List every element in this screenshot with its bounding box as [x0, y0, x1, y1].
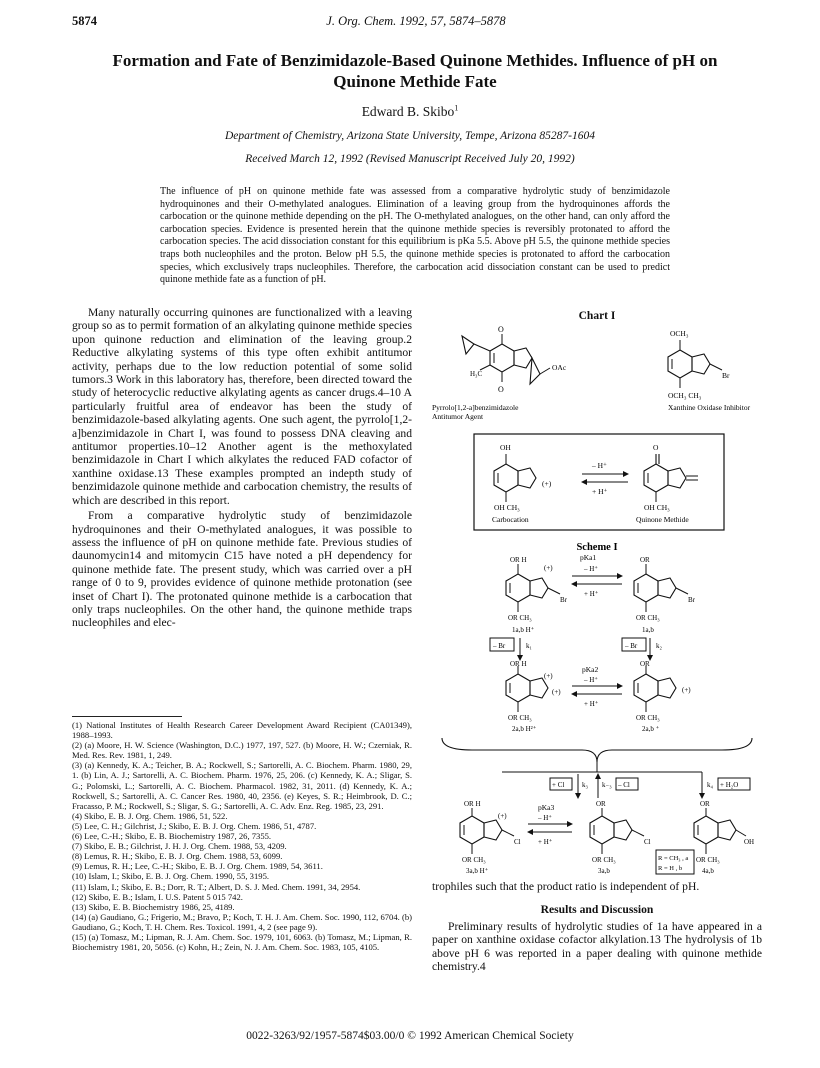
hydroxyl-group: OH	[500, 443, 511, 452]
minus-proton: – H⁺	[592, 461, 607, 470]
label-4ab: 4a,b	[702, 867, 714, 875]
footnote: (8) Lemus, R. H.; Skibo, E. B. J. Org. Chem. 1988, 53, 6099.	[72, 851, 283, 862]
footnote: (9) Lemus, R. H.; Lee, C.-H.; Skibo, E. B. J. Org. Chem. 1989, 54, 3611.	[72, 861, 323, 872]
oxygen-atom: O	[653, 443, 659, 452]
body-paragraph-1: Many naturally occurring quinones are functionalized with a leaving group so as to permit formation of an alkylating quinone methide species upon quinone reduction and elimination of the leaving group.2 Reductive alkylating systems of this type often exhibit antitumor activity, perhaps due to the low reduction potential of some solid tumors.3 Work in this laboratory has, therefore, been directed toward the study of heterocyclic reductive alkylating agents as cancer drugs.4–10 A particularly fruitful area of endeavor has been the study of benzimidazole-based alkylating agents. One such agent, the pyrrolo[1,2-a]benzimidazole in Chart I, was found to possess DNA cleaving and antitumor properties.10–12 Another agent is the methoxylated benzimidazole in Chart I which alkylates the reduced FAD cofactor of xanthine oxidase.13 These examples prompted an indepth study of benzimidazole quinone methide and carbocation chemistry, the results of which are described in this report.	[72, 306, 412, 507]
k4-label: k₄	[707, 781, 713, 789]
chart-title: Chart I	[578, 310, 616, 322]
charge-marker: (+)	[552, 688, 561, 696]
quinone-methide-label: Quinone Methide	[636, 515, 689, 524]
chlorine-atom: Cl	[514, 838, 521, 846]
bromine-atom: Br	[560, 596, 567, 604]
minus-cl: – Cl	[618, 781, 630, 789]
compound-3-structure	[590, 808, 644, 854]
carbocation-label: Carbocation	[492, 515, 529, 524]
running-header	[72, 14, 760, 32]
oxygen-atom: O	[498, 326, 504, 334]
bracket	[442, 738, 752, 762]
carbocation-structure	[494, 454, 536, 502]
substituent-labels: OR CH₃	[636, 714, 660, 722]
plus-proton: + H⁺	[538, 838, 553, 846]
substituent-labels: OR	[700, 800, 710, 808]
continuation-text: trophiles such that the product ratio is independent of pH.	[432, 880, 700, 893]
chart-label-inhibitor: Xanthine Oxidase Inhibitor	[668, 403, 751, 412]
minus-br: – Br	[625, 642, 638, 650]
footnote: (10) Islam, I.; Skibo, E. B. J. Org. Chem. 1990, 55, 3195.	[72, 871, 270, 882]
label-3ah: 3a,b H⁺	[466, 867, 489, 875]
bromine-atom: Br	[722, 371, 730, 380]
substituent-labels: OR CH₃	[508, 714, 532, 722]
label-1ah: 1a,b H⁺	[512, 626, 535, 634]
oxygen-atom: O	[498, 385, 504, 394]
substituent-labels: OR CH₃	[462, 856, 486, 864]
pka1-label: pKa1	[580, 553, 597, 562]
k1-label: k₁	[526, 642, 532, 650]
substituent-labels: OH CH₃	[644, 503, 670, 512]
plus-cl: + Cl	[552, 781, 565, 789]
substituent-labels: OR	[640, 660, 650, 668]
footnote: (15) (a) Tomasz, M.; Lipman, R. J. Am. Chem. Soc. 1979, 101, 6063. (b) Tomasz, M.; Lipman, R. Biochemistry 1981, 20, 5056. (c) Kohn, H.; Zein, N. J. Am. Chem. Soc. 1983, 105, 4105.	[72, 931, 412, 953]
plus-proton: + H⁺	[584, 590, 599, 598]
methoxybenzimidazole-structure	[668, 340, 722, 388]
footnote: (5) Lee, C. H.; Gilchrist, J.; Skibo, E. B. J. Org. Chem. 1986, 51, 4787.	[72, 820, 317, 831]
methoxy-group: OCH₃ CH₃	[668, 391, 702, 400]
footnote: (14) (a) Gaudiano, G.; Frigerio, M.; Bravo, P.; Koch, T. H. J. Am. Chem. Soc. 1990, 112, 6704. (b) Gaudiano, G.; Koch, T. H. Chem. Res. Toxicol. 1991, 4, 2 (see page 9).	[72, 911, 412, 932]
author-name: Edward B. Skibo	[361, 104, 455, 119]
pka2-label: pKa2	[582, 665, 599, 674]
journal-citation: J. Org. Chem. 1992, 57, 5874–5878	[326, 14, 506, 28]
abstract: The influence of pH on quinone methide fate was assessed from a comparative hydrolytic study of benzimidazole hydroquinones and their O-methylated analogues. Elimination of a leaving group from the hydroquinones affords the carbocation or the quinone methide depending on the pH. The O-methylated analogues, on the other hand, can only afford the carbocation species. Evidence is presented herein that the quinone methide species is reversibly protonated to afford the carbocation species. The acid dissociation constant for this equilibrium is pKa 5.5. Above pH 5.5, the quinone methide species traps both nucleophiles and the proton. Below pH 5.5, the quinone methide species is protonated to afford the carbocation species, which exclusively traps nucleophiles. Therefore, the carbocation acid dissociation constant can be used to predict quinone methide fate as a function of pH.	[160, 186, 670, 286]
compound-1-structure	[634, 564, 688, 612]
results-paragraph: Preliminary results of hydrolytic studies of 1a have appeared in a paper on xanthine oxidase cofactor alkylation.13 The hydrolysis of 1b above pH 6 was reported in a paper dealing with quinone methide chemistry.4	[432, 919, 762, 974]
chart-label-agent-2: Antitumor Agent	[432, 412, 484, 421]
substituent-labels: OR H	[510, 660, 527, 668]
compound-4-structure	[694, 808, 746, 854]
k-3-label: k₋₃	[602, 781, 612, 789]
label-1ab: 1a,b	[642, 626, 654, 634]
substituent-labels: OR CH₃	[592, 856, 616, 864]
plus-proton: + H⁺	[592, 487, 608, 496]
charge-marker: (+)	[544, 672, 553, 680]
footnote: (12) Skibo, E. B.; Islam, I. U.S. Patent 5 015 742.	[72, 891, 243, 902]
footnote-rule	[72, 716, 182, 717]
copyright-footer: 0022-3263/92/1957-5874$03.00/0 © 1992 American Chemical Society	[246, 1030, 574, 1042]
chart-scheme-figure	[432, 326, 762, 886]
key-b: R = H , b	[658, 865, 683, 872]
substituent-labels: OR H	[510, 556, 527, 564]
footnote: (1) National Institutes of Health Research Career Development Award Recipient (CA01349), 1988–1993.	[72, 720, 412, 741]
charge-marker: (+)	[544, 564, 553, 572]
footnote: (7) Skibo, E. B.; Gilchrist, J. H. J. Org. Chem. 1988, 53, 4209.	[72, 841, 287, 852]
minus-proton: – H⁺	[538, 814, 552, 822]
substituent-labels: OR H	[464, 800, 481, 808]
body-paragraph-2: From a comparative hydrolytic study of benzimidazole hydroquinones and their O-methylated analogues, it was possible to assess the influence of pH on quinone methide fate. Previous studies of daunomycin14 and mitomycin C15 have noted a pH dependency for quinone methide fate. The present study, which was carried over a pH range of 0 to 9, provides evidence of quinone methide protonation (see inset of Chart I). The protonated quinone methide is a carbocation that only traps nucleophiles. On the other hand, the quinone methide traps nucleophiles and elec-	[72, 509, 412, 630]
acetoxy-group: OAc	[552, 363, 567, 372]
section-heading: Results and Discussion	[540, 903, 654, 917]
substituent-labels: OR	[596, 800, 606, 808]
substituent-labels: OR	[640, 556, 650, 564]
charge-marker: (+)	[682, 686, 691, 694]
author-line	[0, 104, 820, 120]
minus-br: – Br	[493, 642, 506, 650]
substituent-labels: OR CH₃	[508, 614, 532, 622]
substituent-labels: OR CH₃	[696, 856, 720, 864]
footnote: (3) (a) Kennedy, K. A.; Teicher, B. A.; Rockwell, S.; Sartorelli, A. C. Biochem. Pharm. 1980, 29, 1. (b) Lin, A. J.; Sartorelli, A. C. Biochem. Pharm. 1976, 25, 206. (c) Kennedy, K. A.; Sligar, S. G.; Polomski, L.; Sartorelli, A. C. Biochem. Pharmacol. 1982, 31, 2011. (d) Kennedy, K. A.; Rockwell, S.; Sartorelli, A. C. Cancer Res. 1980, 40, 2356. (e) Keyes, S. R.; Heimbrook, D. C.; Fracasso, P. M.; Rockwell, S.; Sligar, S. G.; Sartorelli, A. C. Adv. Enz. Reg. 1985, 23, 291.	[72, 760, 412, 811]
bromine-atom: Br	[688, 596, 695, 604]
k3-label: k₃	[582, 781, 588, 789]
compound-2h-structure	[506, 666, 548, 712]
minus-proton: – H⁺	[584, 565, 598, 573]
charge-marker: (+)	[498, 812, 507, 820]
footnote: (11) Islam, I.; Skibo, E. B.; Dorr, R. T.; Albert, D. S. J. Med. Chem. 1991, 34, 2954.	[72, 881, 361, 892]
footnote: (13) Skibo, E. B. Biochemistry 1986, 25, 4189.	[72, 901, 235, 912]
footnote: (2) (a) Moore, H. W. Science (Washington, D.C.) 1977, 197, 527. (b) Moore, H. W.; Czerniak, R. Med. Res. Rev. 1981, 1, 249.	[72, 740, 412, 761]
quinone-methide-structure	[644, 454, 698, 502]
footnote: (6) Lee, C.-H.; Skibo, E. B. Biochemistry 1987, 26, 7355.	[72, 831, 272, 842]
label-2ab: 2a,b ⁺	[642, 725, 660, 733]
key-a: R = CH₃ , a	[658, 855, 689, 862]
received-dates: Received March 12, 1992 (Revised Manuscript Received July 20, 1992)	[245, 153, 575, 165]
plus-proton: + H⁺	[584, 700, 599, 708]
minus-proton: – H⁺	[584, 676, 598, 684]
methoxy-group: OCH₃	[670, 329, 689, 338]
chart-label-agent-1: Pyrrolo[1,2-a]benzimidazole	[432, 403, 519, 412]
substituent-labels: OR CH₃	[636, 614, 660, 622]
footnote: (4) Skibo, E. B. J. Org. Chem. 1986, 51, 522.	[72, 810, 228, 821]
affiliation: Department of Chemistry, Arizona State University, Tempe, Arizona 85287-1604	[224, 130, 596, 142]
pka3-label: pKa3	[538, 803, 555, 812]
page-number: 5874	[72, 14, 97, 28]
substituent-labels: OH CH₃	[494, 503, 520, 512]
k2-label: k₂	[656, 642, 662, 650]
chlorine-atom: Cl	[644, 838, 651, 846]
author-footnote-mark: 1	[454, 103, 459, 113]
charge-marker: (+)	[542, 479, 552, 488]
label-2ah: 2a,b H²⁺	[512, 725, 537, 733]
left-column-body	[72, 306, 412, 630]
plus-h2o: + H₂O	[720, 781, 739, 789]
methyl-group: H₃C	[470, 370, 483, 378]
compound-2-structure	[634, 666, 676, 712]
article-title: Formation and Fate of Benzimidazole-Based Quinone Methides. Influence of pH on Quinone Methide Fate	[112, 51, 718, 91]
footnotes	[72, 720, 412, 952]
right-column-body	[432, 880, 762, 973]
scheme-title: Scheme I	[576, 542, 618, 553]
label-3ab: 3a,b	[598, 867, 610, 875]
hydroxyl-group: OH	[744, 838, 755, 846]
